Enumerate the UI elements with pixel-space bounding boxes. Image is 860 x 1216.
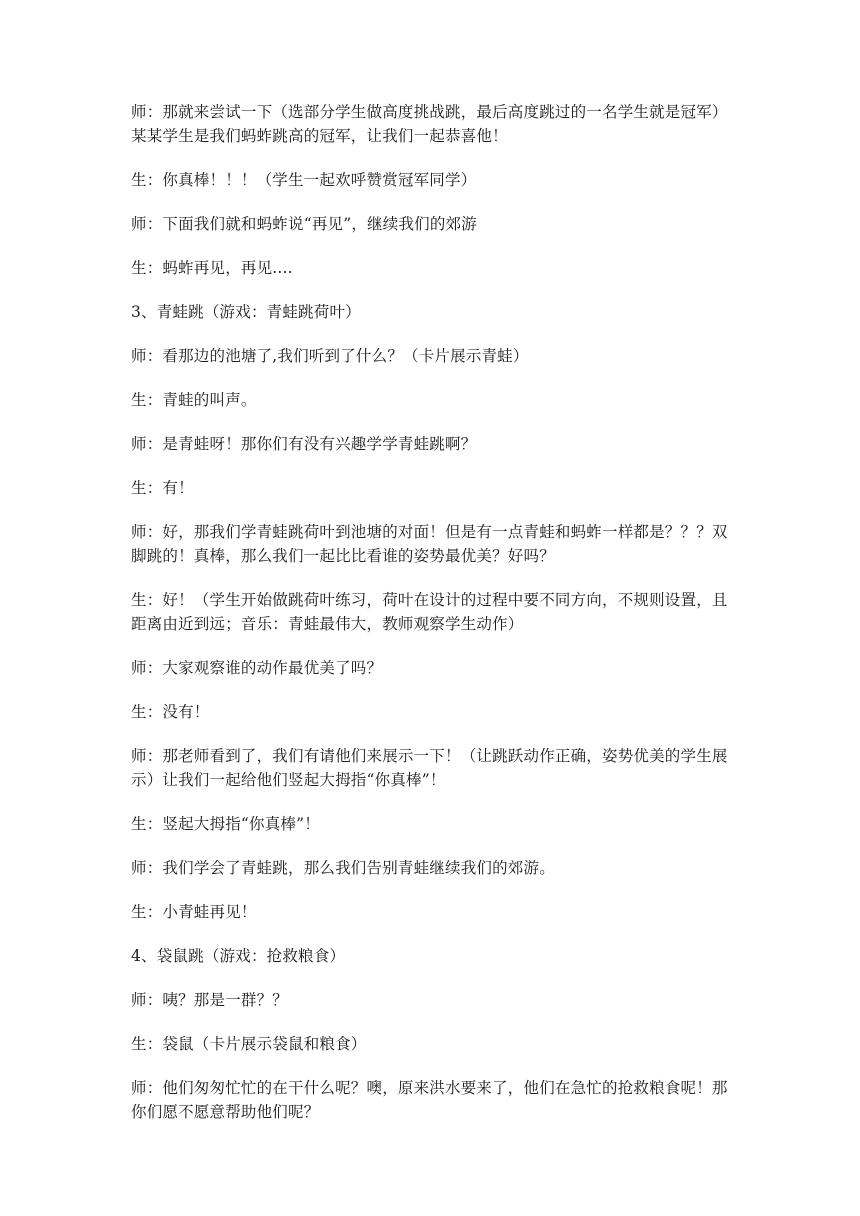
paragraph-student-goodbye-frog: 生：小青蛙再见！ — [131, 903, 257, 921]
paragraph-student-goodbye-grasshopper: 生：蚂蚱再见，再见.... — [131, 259, 293, 277]
section-heading-kangaroo-jump: 4、袋鼠跳（游戏：抢救粮食） — [131, 947, 346, 965]
paragraph-teacher-observe: 师：大家观察谁的动作最优美了吗？ — [131, 659, 383, 677]
paragraph-student-kangaroo: 生：袋鼠（卡片展示袋鼠和粮食） — [131, 1035, 367, 1053]
paragraph-student-practice: 生：好！（学生开始做跳荷叶练习，荷叶在设计的过程中要不同方向，不规则设置，且距离由近到远；音乐：青蛙最伟大，教师观察学生动作） — [131, 591, 728, 633]
paragraph-student-cheer: 生：你真棒！！！（学生一起欢呼赞赏冠军同学） — [131, 171, 477, 189]
section-heading-frog-jump: 3、青蛙跳（游戏：青蛙跳荷叶） — [131, 303, 361, 321]
paragraph-teacher-rescue-food: 师：他们匆匆忙忙的在干什么呢？噢，原来洪水要来了，他们在急忙的抢救粮食呢！那你们愿不愿意帮助他们呢？ — [131, 1079, 728, 1121]
paragraph-student-thumbs-up: 生：竖起大拇指“你真棒”！ — [131, 815, 320, 833]
paragraph-teacher-what-is-that: 师：咦？那是一群？？ — [131, 991, 289, 1009]
document-body — [131, 100, 733, 1144]
paragraph-student-yes: 生：有！ — [131, 479, 194, 497]
paragraph-student-no: 生：没有！ — [131, 703, 210, 721]
paragraph-teacher-goodbye-grasshopper: 师：下面我们就和蚂蚱说“再见”，继续我们的郊游 — [131, 215, 477, 233]
paragraph-teacher-lotus-leaf: 师：好，那我们学青蛙跳荷叶到池塘的对面！但是有一点青蛙和蚂蚱一样都是？？？双脚跳的！真棒，那么我们一起比比看谁的姿势最优美？好吗？ — [131, 523, 728, 565]
paragraph-student-frog-sound: 生：青蛙的叫声。 — [131, 391, 257, 409]
paragraph-teacher-pond: 师：看那边的池塘了,我们听到了什么？（卡片展示青蛙） — [131, 347, 529, 365]
paragraph-teacher-farewell-frog: 师：我们学会了青蛙跳，那么我们告别青蛙继续我们的郊游。 — [131, 859, 555, 877]
paragraph-teacher-demonstrate: 师：那老师看到了，我们有请他们来展示一下！（让跳跃动作正确，姿势优美的学生展示）让我们一起给他们竖起大拇指“你真棒”！ — [131, 747, 728, 789]
paragraph-teacher-frog-interest: 师：是青蛙呀！那你们有没有兴趣学学青蛙跳啊？ — [131, 435, 477, 453]
paragraph-teacher-challenge: 师：那就来尝试一下（选部分学生做高度挑战跳，最后高度跳过的一名学生就是冠军）某某学生是我们蚂蚱跳高的冠军，让我们一起恭喜他！ — [131, 103, 728, 145]
